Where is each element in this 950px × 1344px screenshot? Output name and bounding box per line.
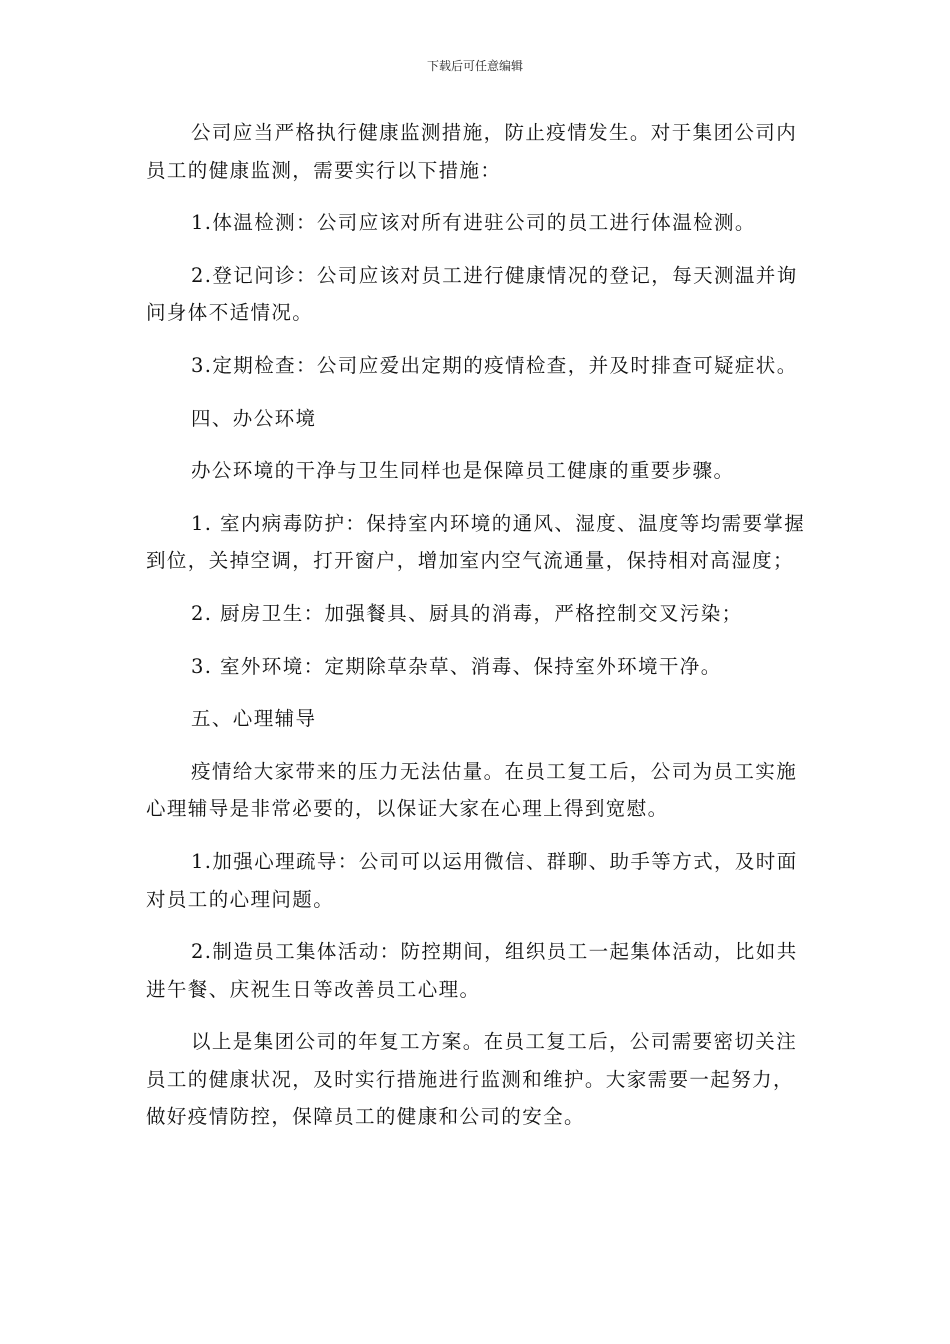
paragraph-conclusion: 以上是集团公司的年复工方案。在员工复工后，公司需要密切关注员工的健康状况，及时实行措施进行监测和维护。大家需要一起努力，做好疫情防控，保障员工的健康和公司的安全。 bbox=[146, 1030, 798, 1129]
section-heading-psychological-counseling: 五、心理辅导 bbox=[191, 707, 317, 731]
list-item-group-activities: 2.制造员工集体活动：防控期间，组织员工一起集体活动，比如共进午餐、庆祝生日等改善员工心理。 bbox=[146, 940, 798, 1001]
list-item-registration: 2.登记问诊：公司应该对员工进行健康情况的登记，每天测温并询问身体不适情况。 bbox=[146, 263, 798, 325]
paragraph-psychological-intro: 疫情给大家带来的压力无法估量。在员工复工后，公司为员工实施心理辅导是非常必要的，以保证大家在心理上得到宽慰。 bbox=[146, 759, 798, 821]
list-item-temperature-check: 1.体温检测：公司应该对所有进驻公司的员工进行体温检测。 bbox=[191, 211, 756, 235]
list-item-kitchen-hygiene: 2. 厨房卫生：加强餐具、厨具的消毒，严格控制交叉污染； bbox=[191, 601, 743, 625]
list-item-regular-check: 3.定期检查：公司应爱出定期的疫情检查，并及时排查可疑症状。 bbox=[191, 353, 798, 377]
page-header-note: 下载后可任意编辑 bbox=[426, 59, 523, 73]
document-body bbox=[146, 114, 806, 1151]
list-item-psychological-guidance: 1.加强心理疏导：公司可以运用微信、群聊、助手等方式，及时面对员工的心理问题。 bbox=[146, 849, 798, 911]
section-heading-office-environment: 四、办公环境 bbox=[191, 406, 317, 430]
paragraph-health-monitoring-intro: 公司应当严格执行健康监测措施，防止疫情发生。对于集团公司内员工的健康监测，需要实行以下措施： bbox=[146, 121, 798, 182]
paragraph-office-environment-intro: 办公环境的干净与卫生同样也是保障员工健康的重要步骤。 bbox=[191, 459, 735, 483]
list-item-indoor-protection: 1. 室内病毒防护：保持室内环境的通风、湿度、温度等均需要掌握到位，关掉空调，打开窗户，增加室内空气流通量，保持相对高湿度； bbox=[146, 511, 806, 573]
list-item-outdoor-environment: 3. 室外环境：定期除草杂草、消毒、保持室外环境干净。 bbox=[191, 654, 722, 678]
